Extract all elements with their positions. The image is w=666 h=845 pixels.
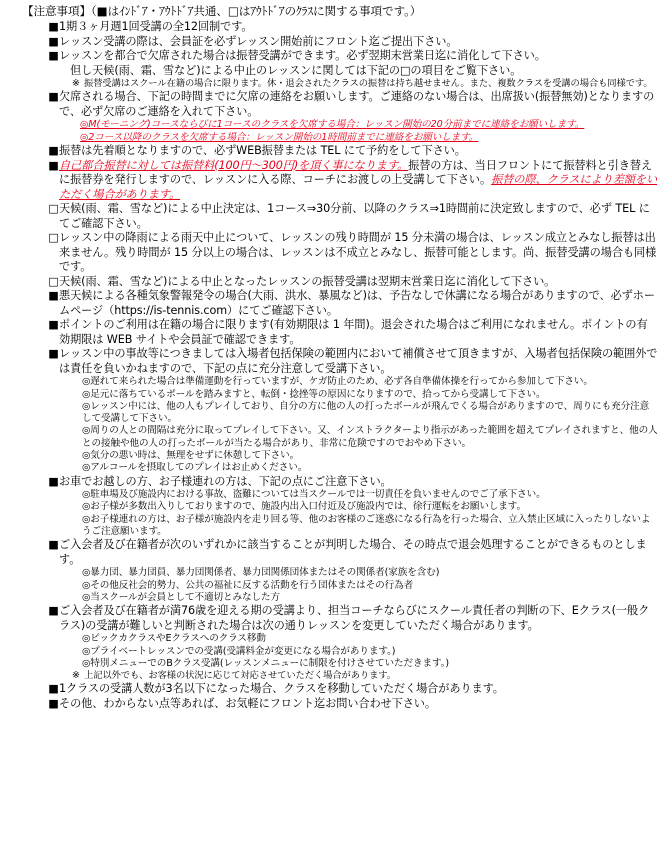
notice-item-rain-stop — [8, 231, 658, 275]
square-filled-icon: ■ — [48, 158, 59, 172]
notice-text: 天候(雨、霜、雪など)による中止となったレッスンの振替受講は翌期末営業日迄に消化して下さい。 — [59, 274, 556, 288]
warning-second-course: ◎2コース以降のクラスを欠席する場合：レッスン開始の1時間前までに連絡をお願いします。 — [80, 131, 479, 143]
notice-text: 悪天候による各種気象警報発令の場合(大雨、洪水、暴風など)は、予告なしで休講になる場合がありますので、必ずホームページ（https://is-tennis.com）にてご確認下さい。 — [59, 289, 655, 317]
fee-warning-text: 自己都合振替に対しては振替料(100円〜300円)を頂く事になります。 — [59, 158, 409, 172]
notice-item-age-policy — [8, 604, 658, 633]
notice-continuation: 但し天候(雨、霜、雪など)による中止のレッスンに関しては下記の□の項目をご覧下さい。 — [70, 63, 522, 77]
notice-item-class-size — [8, 682, 658, 697]
notice-item-schedule — [8, 20, 658, 35]
square-filled-icon: ■ — [48, 318, 59, 332]
age-policy-option: ◎特別メニューでのBクラス受講(レッスンメニューに制限を付けさせていただきます。) — [82, 657, 450, 669]
parking-point: ◎駐車場及び施設内における事故、盗難については当スクールでは一切責任を負いませんのでご了承下さい。 — [82, 489, 546, 501]
safety-point: ◎気分の悪い時は、無理をせずに休憩して下さい。 — [82, 450, 300, 462]
parking-point: ◎お子様連れの方は、お子様が施設内を走り回る等、他のお客様のご迷惑になる行為を行った場合、立入禁止区域に入ったりしないようご注意願います。 — [82, 513, 651, 538]
safety-point: ◎遅れて来られた場合は準備運動を行っていますが、ケガ防止のため、必ず各自準備体操を行ってから参加して下さい。 — [82, 376, 593, 388]
square-filled-icon: ■ — [48, 289, 59, 303]
notice-text: お車でお越しの方、お子様連れの方は、下記の点にご注意下さい。 — [59, 474, 392, 488]
notice-text: レッスン受講の際は、会員証を必ずレッスン開始前にフロント迄ご提出下さい。 — [59, 34, 458, 48]
note-mark-icon: ※ — [72, 670, 80, 682]
safety-point: ◎周りの人との間隔は充分に取ってプレイして下さい。又、インストラクターより指示があった範囲を超えてプレイされますと、他の人との接触や他の人の打ったボールが当たる場合があり、非常に危険ですのでおやめ下さい。 — [82, 425, 658, 449]
square-open-icon: □ — [48, 202, 59, 216]
notice-note — [8, 78, 658, 90]
square-filled-icon: ■ — [48, 34, 59, 48]
square-filled-icon: ■ — [48, 347, 59, 361]
notice-text: レッスン中の事故等につきましては入場者包括保険の範囲内において補償させて頂きますが、入場者包括保険の範囲外では責任を負いかねますので、下記の点に充分注意して受講下さい。 — [59, 347, 658, 375]
square-filled-icon: ■ — [48, 144, 59, 158]
square-filled-icon: ■ — [48, 20, 59, 33]
square-open-icon: □ — [48, 231, 59, 245]
withdrawal-condition: ◎当スクールが会員として不適切とみなした方 — [82, 591, 280, 603]
notice-text: その他、わからない点等あれば、お気軽にフロント迄お問い合わせ下さい。 — [59, 696, 436, 710]
square-filled-icon: ■ — [48, 90, 59, 104]
notice-text: ご入会者及び在籍者が次のいずれかに該当することが判明した場合、その時点で退会処理することができるものとします。 — [59, 538, 647, 566]
notice-item-contact — [8, 697, 658, 712]
notice-text: 欠席される場合、下記の時間までに欠席の連絡をお願いします。ご連絡のない場合は、出席扱い(振替無効)となりますので、必ず欠席のご連絡を入れて下さい。 — [59, 90, 655, 118]
notice-item-reservation — [8, 144, 658, 159]
age-policy-option: ◎プライベートレッスンでの受講(受講料金が変更になる場合があります。) — [82, 645, 396, 657]
square-filled-icon: ■ — [48, 538, 59, 552]
square-filled-icon: ■ — [48, 696, 59, 710]
notice-text: レッスン中の降雨による雨天中止について、レッスンの残り時間が 15 分未満の場合は、レッスン成立とみなし振替は出来ません。残り時間が 15 分以上の場合は、レッスンは不成立とみなし、振替可能とします。尚、振替受講の場合も同様です。 — [59, 231, 657, 274]
withdrawal-condition: ◎その他反社会的勢力、公共の福祉に反する活動を行う団体またはその行為者 — [82, 579, 414, 591]
safety-point: ◎レッスン中には、他の人もプレイしており、自分の方に他の人の打ったボールが飛んでくる場合がありますので、周りにも充分注意して受講して下さい。 — [82, 400, 650, 425]
price-difference-warning: 振替の際、クラスにより差額をいただく場合があります。 — [59, 173, 658, 201]
notice-text: 1クラスの受講人数が3名以下になった場合、クラスを移動していただく場合があります。 — [59, 682, 504, 696]
notice-item-points — [8, 318, 658, 347]
square-filled-icon: ■ — [48, 49, 59, 62]
notice-text: 振替は先着順となりますので、必ずWEB振替または TEL にて予約をして下さい。 — [59, 144, 466, 158]
notice-text: 1期３ヶ月週1回受講の全12回制です。 — [59, 20, 253, 33]
notice-item-storm-warning — [8, 289, 658, 318]
notice-item-weather-cancel — [8, 202, 658, 231]
notice-item-member-card — [8, 35, 658, 50]
notice-item-makeup-lesson — [8, 49, 658, 64]
square-filled-icon: ■ — [48, 682, 59, 696]
age-policy-option: ◎ビックカクラスやEクラスへのクラス移動 — [82, 633, 266, 645]
notice-item-withdrawal — [8, 538, 658, 567]
notice-text: 天候(雨、霜、雪など)による中止決定は、1コース⇒30分前、以降のクラス⇒1時間前に決定致しますので、必ず TEL にてご確認下さい。 — [59, 202, 650, 230]
square-open-icon: □ — [48, 274, 59, 288]
page-title: 【注意事項】（■はｲﾝﾄﾞｱ・ｱｳﾄﾄﾞｱ共通、□はｱｳﾄﾄﾞｱのｸﾗｽに関する事項です。） — [22, 4, 422, 18]
note-text: 振替受講はスクール在籍の場合に限ります。休・退会されたクラスの振替は持ち越せません。また、複数クラスを受講の場合も同様です。 — [84, 78, 653, 89]
notice-text: ポイントのご利用は在籍の場合に限ります(有効期限は 1 年間)。退会された場合はご利用になれません。ポイントの有効期限は WEB サイトや会員証で確認できます。 — [59, 318, 648, 346]
notice-note — [8, 670, 658, 682]
notice-item-weather-makeup — [8, 275, 658, 290]
notice-text: ご入会者及び在籍者が満76歳を迎える期の受講より、担当コーチならびにスクール責任者の判断の下、Eクラス(一般クラス)の受講が難しいと判断された場合は次の通りレッスンを変更していただく場合があります。 — [59, 604, 650, 632]
safety-point: ◎アルコールを摂取してのプレイはお止めください。 — [82, 462, 308, 474]
notice-text: 振替の方は、当日フロントにて振替料と引き替えに振替券を発行しますので、レッスンに入る際、コーチにお渡しの上受講して下さい。 — [59, 158, 653, 187]
safety-point: ◎足元に落ちているボールを踏みますと、転倒・捻挫等の原因になりますので、拾ってから受講して下さい。 — [82, 388, 546, 400]
note-text: 上記以外でも、お客様の状況に応じて対応させていただく場合があります。 — [84, 670, 396, 682]
square-filled-icon: ■ — [48, 474, 59, 488]
parking-point: ◎お子様が多数出入りしておりますので、施設内出入口付近及び施設内では、徐行運転をお願いします。 — [82, 501, 527, 513]
notice-item-parking-children — [8, 475, 658, 490]
square-filled-icon: ■ — [48, 604, 59, 618]
warning-morning-course: ◎M(モーニング)コースならびに1コースのクラスを欠席する場合：レッスン開始の20分前までに連絡をお願いします。 — [80, 119, 585, 131]
note-mark-icon: ※ — [72, 78, 80, 89]
notice-item-absence — [8, 90, 658, 119]
notice-text: レッスンを都合で欠席された場合は振替受講ができます。必ず翌期末営業日迄に消化して下さい。 — [59, 49, 546, 62]
notice-item-makeup-fee — [8, 159, 658, 203]
notice-item-insurance — [8, 347, 658, 376]
withdrawal-condition: ◎暴力団、暴力団員、暴力団関係者、暴力団関係団体またはその関係者(家族を含む) — [82, 567, 440, 579]
